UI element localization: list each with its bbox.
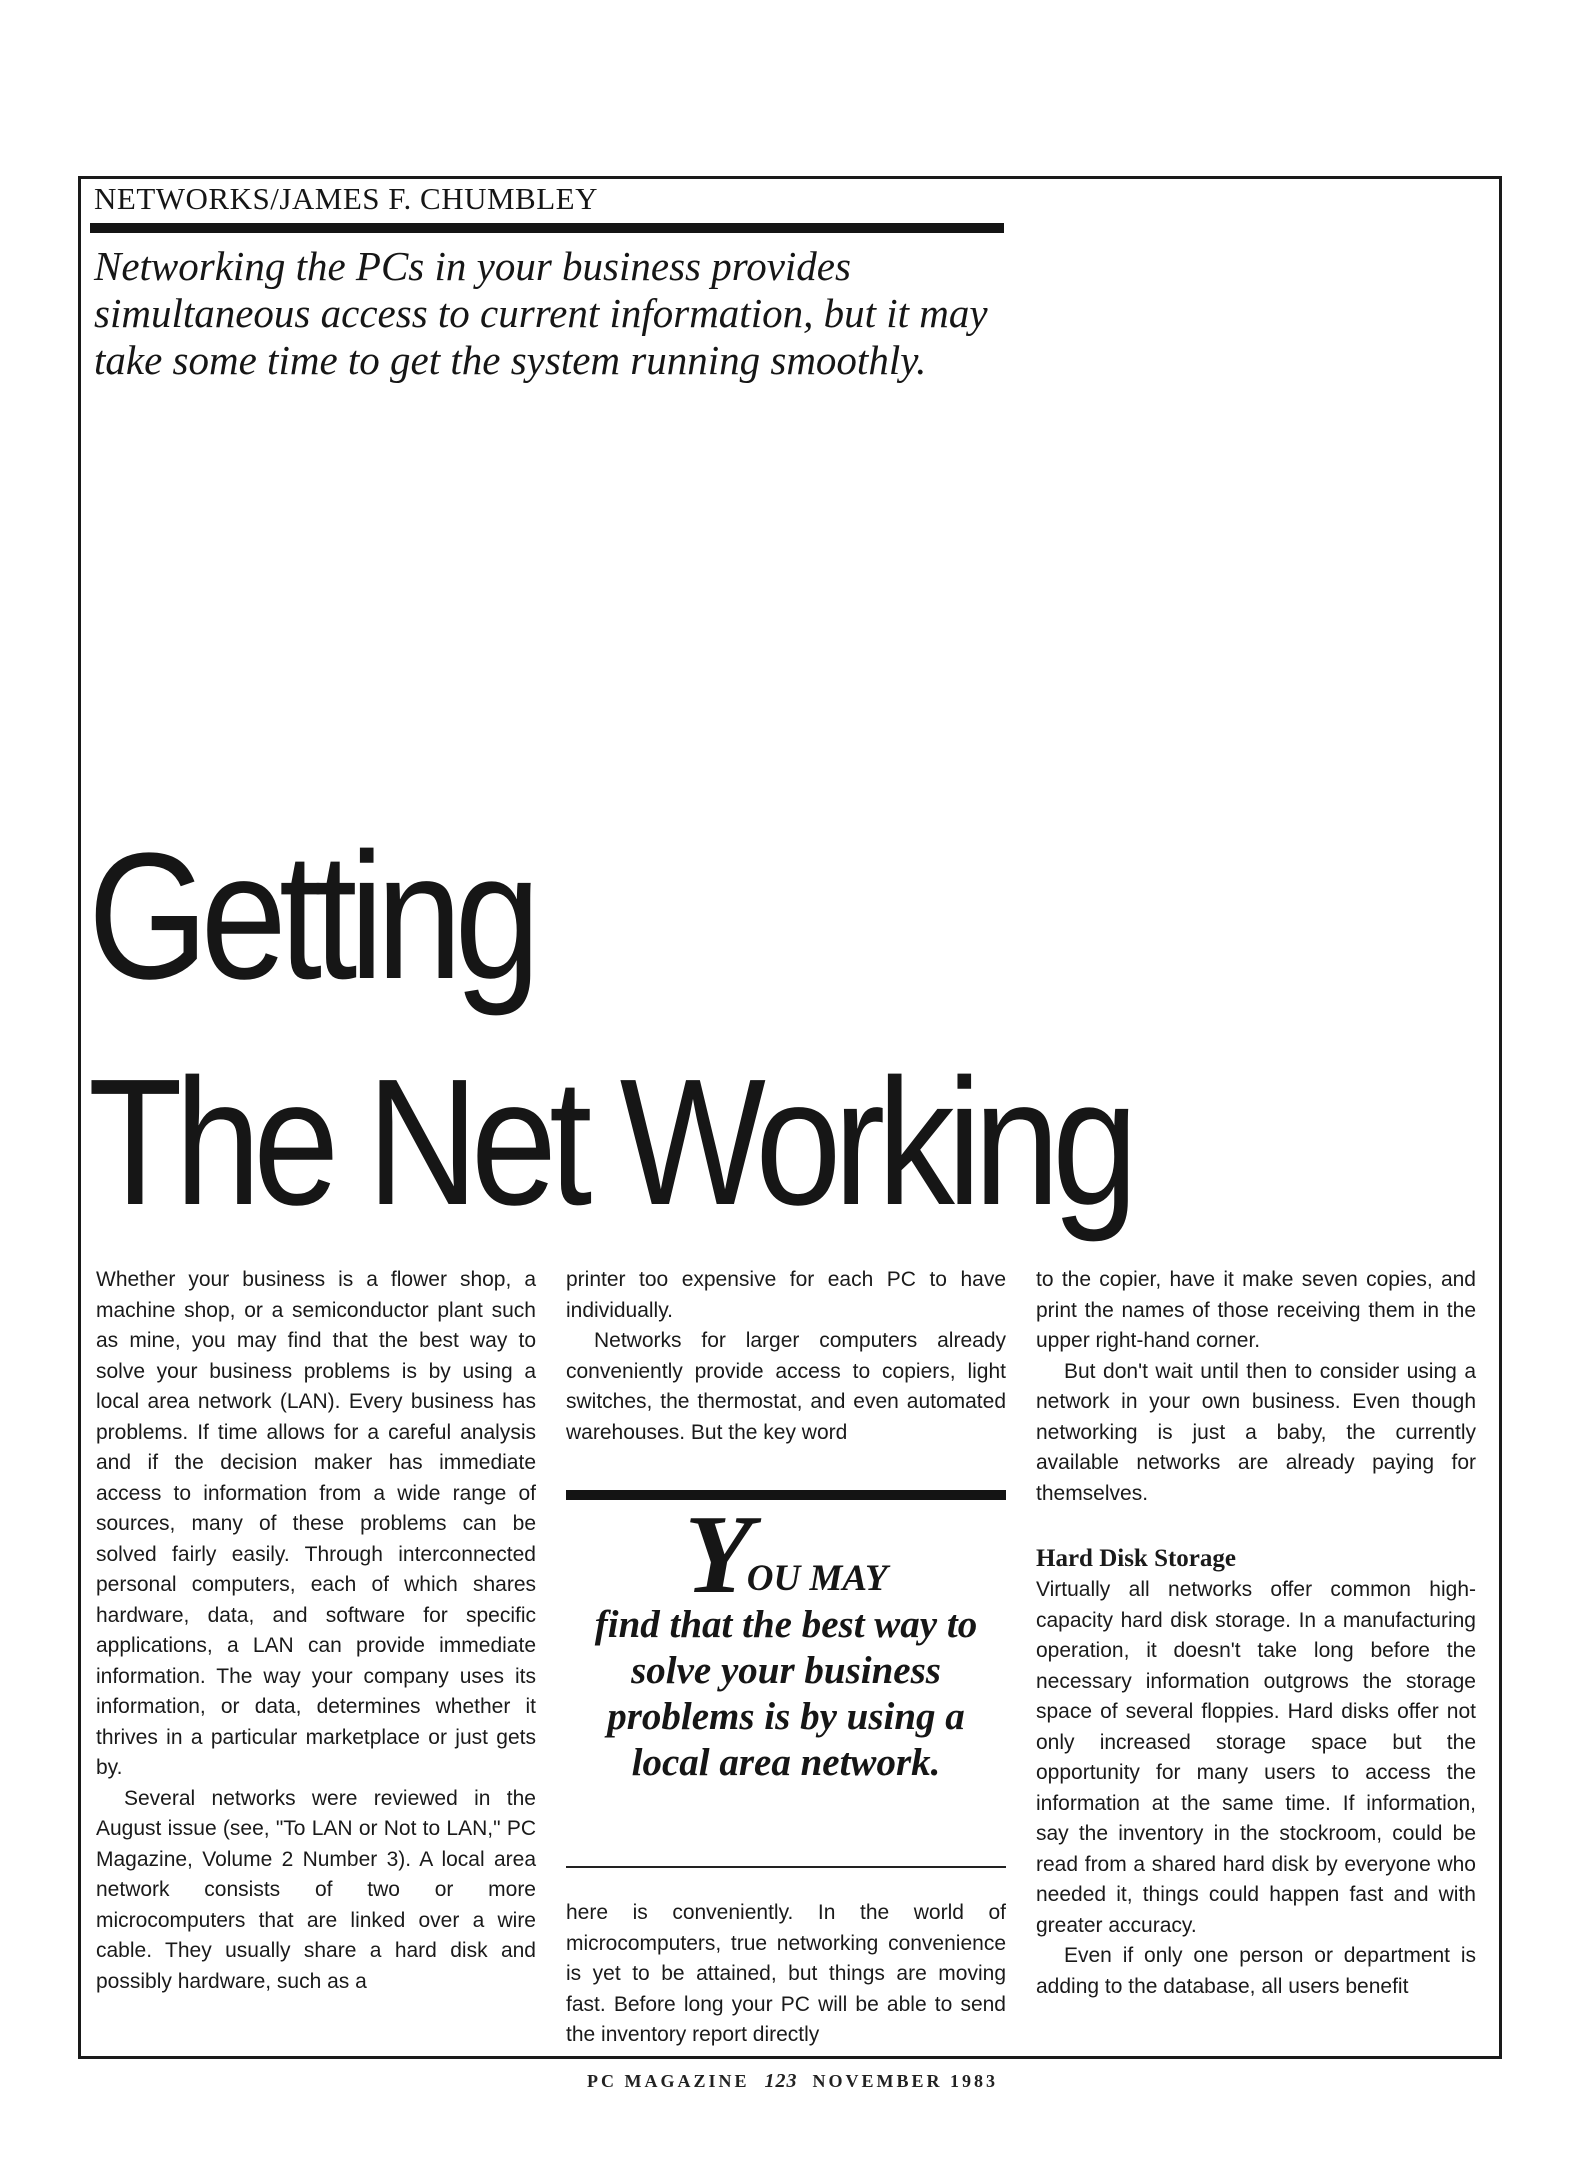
paragraph: Several networks were reviewed in the August issue (see, "To LAN or Not to LAN," PC Magazine, Volume 2 Number 3). A local area network consists of two or more microcomputers that are linked over a wire cable. They usually share a hard disk and possibly hardware, such as a: [96, 1786, 536, 1993]
folio-page-number: 123: [764, 2070, 798, 2092]
pull-quote-bottom-rule: [566, 1866, 1006, 1868]
folio-date: NOVEMBER 1983: [812, 2071, 998, 2091]
paragraph: But don't wait until then to consider using a network in your own business. Even though networking is just a baby, the currently available networks are already paying for themselves.: [1036, 1359, 1476, 1505]
paragraph: Whether your business is a flower shop, a machine shop, or a semiconductor plant such as mine, you may find that the best way to solve your business problems is by using a local area network (LAN). Every business has problems. If time allows for a careful analysis and if the decision maker has immediate access to information from a wide range of sources, many of these problems can be solved fairly easily. Through interconnected personal computers, each of which shares hardware, data, and software for specific applications, a LAN can provide immediate information. The way your company uses its information, or data, determines whether it thrives in a particular marketplace or just gets by.: [96, 1268, 536, 1779]
paragraph: here is conveniently. In the world of microcomputers, true networking convenience is yet to be attained, but things are moving fast. Before long your PC will be able to send the inventory report directly: [566, 1901, 1006, 2046]
pull-quote-text: find that the best way to solve your business problems is by using a local area network.: [594, 1603, 978, 1784]
headline-line-2: The Net Working: [88, 1042, 1131, 1243]
paragraph: to the copier, have it make seven copies, and print the names of those receiving them in the upper right-hand corner.: [1036, 1268, 1476, 1352]
pull-quote-caps: OU MAY: [746, 1558, 888, 1599]
deck-subtitle: Networking the PCs in your business provides simultaneous access to current information, but it may take some time to get the system running smoothly.: [94, 243, 988, 383]
pull-quote-dropcap: Y: [684, 1493, 747, 1617]
pull-quote: [566, 1493, 1006, 1786]
paragraph: Virtually all networks offer common high-capacity hard disk storage. In a manufacturing operation, it doesn't take long before the necessary information outgrows the storage space of several floppies. Hard disks offer not only increased storage space but the opportunity for many users to access the information at the same time. If information, say the inventory in the stockroom, could be read from a shared hard disk by everyone who needed it, things could happen fast and with greater accuracy.: [1036, 1578, 1476, 1937]
body-column-2-top: [566, 1265, 1006, 1448]
body-column-2-bottom: [566, 1898, 1006, 2051]
paragraph: Networks for larger computers already conveniently provide access to copiers, light switches, the thermostat, and even automated warehouses. But the key word: [566, 1329, 1006, 1444]
paragraph: Even if only one person or department is adding to the database, all users benefit: [1036, 1944, 1476, 1998]
paragraph: printer too expensive for each PC to have individually.: [566, 1268, 1006, 1322]
body-column-1: [96, 1265, 536, 1997]
section-header: NETWORKS/JAMES F. CHUMBLEY: [94, 181, 598, 216]
subhead-hard-disk-storage: Hard Disk Storage: [1036, 1545, 1236, 1572]
body-column-3: [1036, 1265, 1476, 2002]
pull-quote-top-rule: [566, 1490, 1006, 1500]
header-rule: [90, 223, 1004, 233]
folio-magazine: PC MAGAZINE: [586, 2071, 750, 2091]
headline-line-1: Getting: [88, 816, 533, 1017]
page-folio: [0, 2070, 1585, 2093]
